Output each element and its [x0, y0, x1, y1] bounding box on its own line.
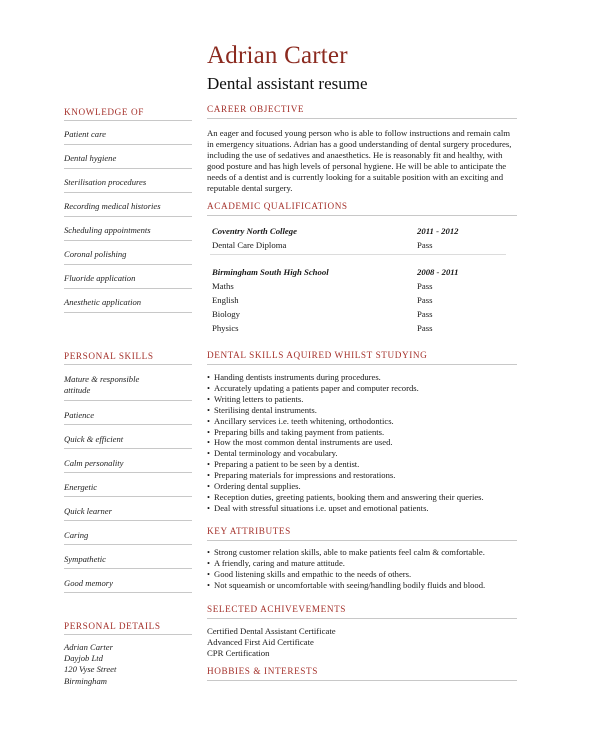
- knowledge-item: Fluoride application: [64, 273, 136, 283]
- knowledge-item: Patient care: [64, 129, 106, 139]
- divider: [64, 120, 192, 121]
- skill-item: Caring: [64, 530, 89, 540]
- qualification-subject: Maths: [212, 281, 234, 291]
- divider: [207, 364, 517, 365]
- list-item: • Writing letters to patients.: [207, 394, 527, 405]
- qualification-result: Pass: [417, 240, 433, 250]
- detail-line: Dayjob Ltd: [64, 653, 103, 664]
- personal-details-heading: PERSONAL DETAILS: [64, 621, 161, 631]
- resume-name: Adrian Carter: [207, 42, 348, 69]
- qualification-result: Pass: [417, 323, 433, 333]
- skill-item: Patience: [64, 410, 95, 420]
- qualification-dates: 2008 - 2011: [417, 267, 459, 277]
- dental-skills-list: [207, 372, 527, 514]
- list-item: • How the most common dental instruments are used.: [207, 437, 527, 448]
- knowledge-item: Sterilisation procedures: [64, 177, 147, 187]
- key-attributes-list: [207, 547, 527, 591]
- qualification-dates: 2011 - 2012: [417, 226, 459, 236]
- qualification-school: Birmingham South High School: [212, 267, 329, 277]
- detail-line: Adrian Carter: [64, 642, 113, 652]
- list-item: Certified Dental Assistant Certificate: [207, 626, 336, 636]
- skill-item: Energetic: [64, 482, 98, 492]
- detail-line: 120 Vyse Street: [64, 664, 117, 675]
- divider: [64, 216, 192, 217]
- divider: [207, 618, 517, 619]
- resume-title: Dental assistant resume: [207, 74, 368, 93]
- list-item: • Ancillary services i.e. teeth whitening, orthodontics.: [207, 416, 527, 427]
- list-item: • Accurately updating a patients paper and computer records.: [207, 383, 527, 394]
- academic-heading: ACADEMIC QUALIFICATIONS: [207, 201, 348, 211]
- list-item: • Preparing materials for impressions and restorations.: [207, 470, 527, 481]
- divider: [64, 240, 192, 241]
- divider: [64, 568, 192, 569]
- knowledge-heading: KNOWLEDGE OF: [64, 107, 144, 117]
- list-item: • Preparing a patient to be seen by a dentist.: [207, 459, 527, 470]
- divider: [64, 496, 192, 497]
- divider: [207, 540, 517, 541]
- skill-item: Quick & efficient: [64, 434, 124, 444]
- personal-skills-heading: PERSONAL SKILLS: [64, 351, 154, 361]
- list-item: • Sterilising dental instruments.: [207, 405, 527, 416]
- list-item: • Not squeamish or uncomfortable with seeing/handling bodily fluids and blood.: [207, 580, 527, 591]
- divider: [207, 215, 517, 216]
- skill-item: Sympathetic: [64, 554, 106, 564]
- divider: [64, 288, 192, 289]
- divider: [64, 634, 192, 635]
- qualification-result: Pass: [417, 309, 433, 319]
- divider: [64, 592, 192, 593]
- personal-details: [64, 642, 116, 687]
- qualification-subject: Physics: [212, 323, 239, 333]
- qualification-result: Pass: [417, 281, 433, 291]
- skill-item: Good memory: [64, 578, 113, 588]
- list-item: • A friendly, caring and mature attitude.: [207, 558, 527, 569]
- divider: [64, 520, 192, 521]
- divider: [207, 118, 517, 119]
- knowledge-item: Coronal polishing: [64, 249, 127, 259]
- divider: [64, 424, 192, 425]
- divider: [64, 144, 192, 145]
- list-item: • Dental terminology and vocabulary.: [207, 448, 527, 459]
- list-item: • Ordering dental supplies.: [207, 481, 527, 492]
- list-item: • Strong customer relation skills, able to make patients feel calm & comfortable.: [207, 547, 527, 558]
- knowledge-item: Anesthetic application: [64, 297, 142, 307]
- divider: [64, 472, 192, 473]
- divider: [64, 168, 192, 169]
- hobbies-heading: HOBBIES & INTERESTS: [207, 666, 318, 676]
- divider: [64, 400, 192, 401]
- knowledge-item: Scheduling appointments: [64, 225, 151, 235]
- divider: [64, 448, 192, 449]
- divider: [207, 680, 517, 681]
- skill-item: Quick learner: [64, 506, 112, 516]
- list-item: • Good listening skills and empathic to the needs of others.: [207, 569, 527, 580]
- qualification-subject: English: [212, 295, 239, 305]
- divider: [210, 254, 506, 255]
- achievements-list: [207, 626, 336, 659]
- knowledge-item: Dental hygiene: [64, 153, 117, 163]
- skill-item: Mature & responsible attitude: [64, 374, 140, 395]
- list-item: • Preparing bills and taking payment from patients.: [207, 427, 527, 438]
- qualification-result: Pass: [417, 295, 433, 305]
- career-objective-heading: CAREER OBJECTIVE: [207, 104, 305, 114]
- key-attributes-heading: KEY ATTRIBUTES: [207, 526, 291, 536]
- list-item: CPR Certification: [207, 647, 270, 658]
- list-item: • Handing dentists instruments during procedures.: [207, 372, 527, 383]
- list-item: • Reception duties, greeting patients, booking them and answering their queries.: [207, 492, 527, 503]
- skill-item: Calm personality: [64, 458, 124, 468]
- qualification-school: Coventry North College: [212, 226, 297, 236]
- qualification-subject: Biology: [212, 309, 240, 319]
- list-item: • Deal with stressful situations i.e. upset and emotional patients.: [207, 503, 527, 514]
- knowledge-item: Recording medical histories: [64, 201, 161, 211]
- divider: [64, 264, 192, 265]
- career-objective-text: An eager and focused young person who is able to follow instructions and remain calm in emergency situations. Adrian has a good understanding of dental surgery procedures, including the use of sedatives and anaesthetics. He is reasonably fit and healthy, with good posture and has high levels of personal hygiene. He will be able to anticipate the needs of a dentist and is currently looking for a suitable position with an exciting and reputable dental surgery.: [207, 128, 512, 193]
- detail-line: Birmingham: [64, 675, 107, 686]
- list-item: Advanced First Aid Certificate: [207, 636, 314, 647]
- divider: [64, 312, 192, 313]
- divider: [64, 192, 192, 193]
- dental-skills-heading: DENTAL SKILLS AQUIRED WHILST STUDYING: [207, 350, 428, 360]
- divider: [64, 364, 192, 365]
- achievements-heading: SELECTED ACHIVEVEMENTS: [207, 604, 347, 614]
- qualification-subject: Dental Care Diploma: [212, 240, 287, 250]
- divider: [64, 544, 192, 545]
